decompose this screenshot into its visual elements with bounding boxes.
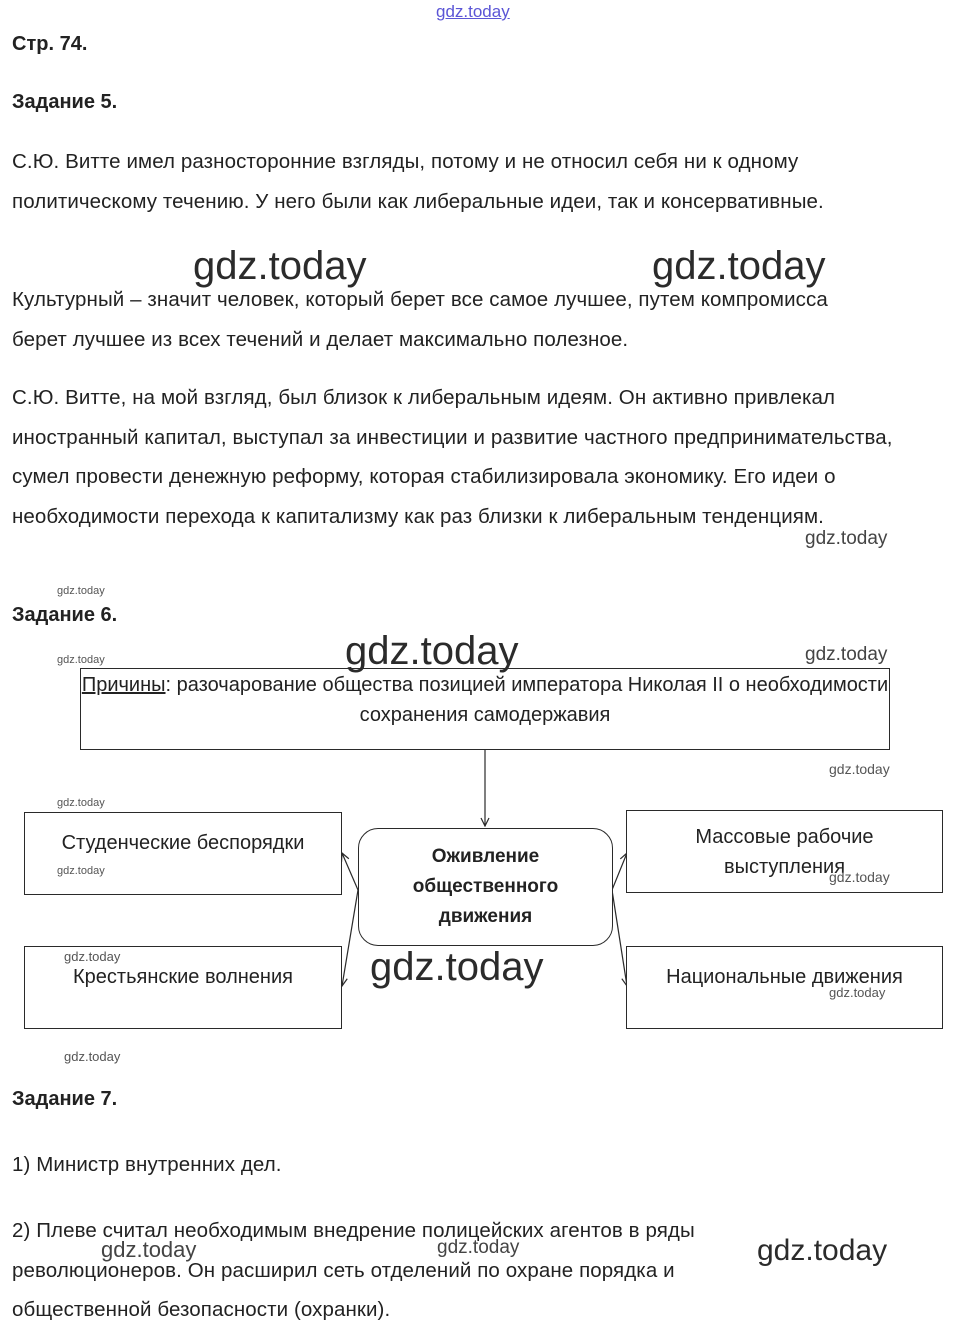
right-top-label: Массовые рабочие выступления (695, 825, 874, 878)
watermark: gdz.today (652, 244, 826, 288)
task5-paragraph-3: С.Ю. Витте, на мой взгляд, был близок к либеральным идеям. Он активно привлекал иностранный капитал, выступал за инвестиции и развитие частного предпринимательства, сумел провести денежную реформу, которая стабилизировала экономику. Его идеи о необходимости перехода к капитализму как раз близки к либеральным тенденциям. (12, 386, 893, 528)
causes-label: Причины (81, 674, 166, 696)
arrow-center-to-left-bottom (342, 890, 358, 986)
watermark: gdz.today (345, 629, 519, 673)
task7-title: Задание 7. (12, 1088, 118, 1110)
watermark: gdz.today (57, 585, 105, 597)
left-bottom-label: Крестьянские волнения (73, 966, 293, 988)
right-top-box (626, 810, 943, 893)
center-label: Оживление общественного движения (412, 846, 559, 927)
watermark: gdz.today (57, 797, 105, 809)
watermark: gdz.today (757, 1234, 888, 1267)
page-number: Стр. 74. (12, 33, 88, 55)
task6-title: Задание 6. (12, 604, 118, 626)
arrow-center-to-right-bottom (612, 890, 627, 986)
right-bottom-label: Национальные движения (666, 966, 903, 988)
watermark: gdz.today (805, 528, 888, 549)
watermark: gdz.today (57, 654, 105, 666)
watermark: gdz.today (193, 244, 367, 288)
arrow-center-to-right-top (612, 853, 627, 890)
watermark: gdz.today (57, 865, 105, 877)
watermark: gdz.today (829, 985, 886, 1000)
task5-paragraph-2: Культурный – значит человек, который берет все самое лучшее, путем компромисса берет лучшее из всех течений и делает максимально полезное. (12, 288, 828, 351)
task7-item-2: 2) Плеве считал необходимым внедрение полицейских агентов в ряды революционеров. Он расширил сеть отделений по охране порядка и общественной безопасности (охранки). (12, 1219, 695, 1321)
watermark: gdz.today (101, 1237, 197, 1262)
task5-paragraph-1: С.Ю. Витте имел разносторонние взгляды, потому и не относил себя ни к одному политическому течению. У него были как либеральные идеи, так и консервативные. (12, 150, 824, 213)
causes-text: : разочарование общества позицией императора Николая II о необходимости сохранения самодержавия (165, 674, 889, 726)
center-box (358, 828, 613, 946)
left-top-label: Студенческие беспорядки (61, 832, 305, 854)
arrow-center-to-left-top (342, 853, 358, 890)
watermark: gdz.today (64, 949, 121, 964)
task5-title: Задание 5. (12, 91, 118, 113)
watermark: gdz.today (829, 761, 890, 777)
watermark: gdz.today (437, 1237, 520, 1258)
right-bottom-box (626, 946, 943, 1029)
task7-item-1: 1) Министр внутренних дел. (12, 1153, 282, 1176)
left-top-box (24, 812, 342, 895)
watermark: gdz.today (805, 644, 888, 665)
watermark: gdz.today (370, 945, 544, 989)
watermark-top: gdz.today (436, 2, 510, 21)
causes-box (80, 668, 890, 750)
watermark: gdz.today (829, 869, 890, 885)
watermark: gdz.today (64, 1049, 121, 1064)
